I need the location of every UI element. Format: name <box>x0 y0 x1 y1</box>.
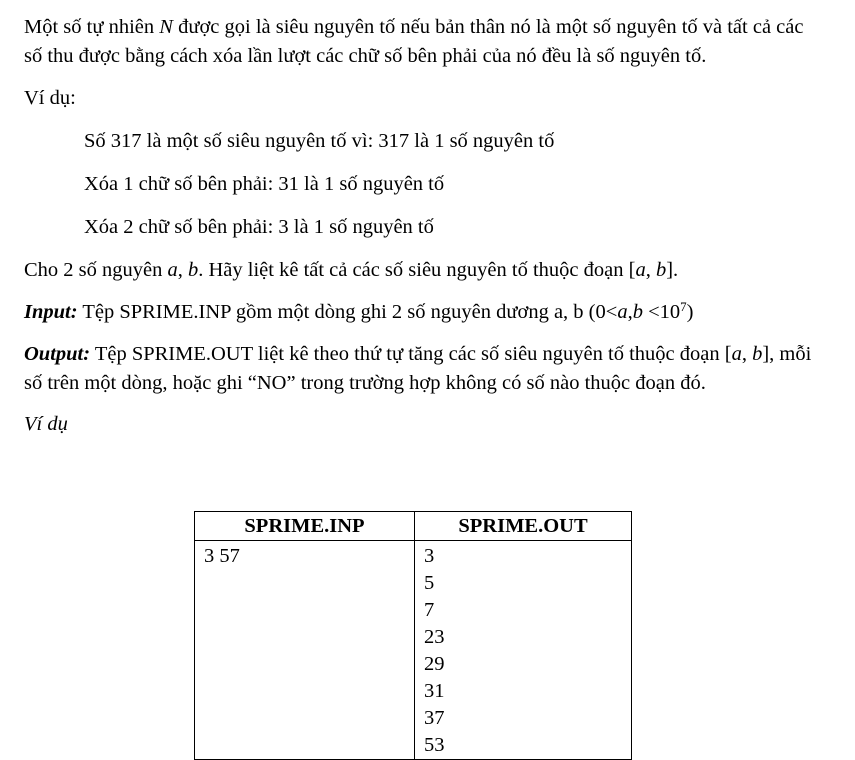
output-paragraph <box>24 340 814 398</box>
example-label-2: Ví dụ <box>24 413 68 435</box>
example-label: Ví dụ: <box>24 87 76 109</box>
output-text-2: ], mỗi số trên một dòng, hoặc ghi “NO” trong trường hợp không có số nào thuộc đoạn đó. <box>24 343 812 394</box>
variable-n: N <box>159 16 173 38</box>
example-line-2: Xóa 1 chữ số bên phải: 31 là 1 số nguyên tố <box>84 173 445 195</box>
output-var-b: b <box>752 343 763 365</box>
output-cell <box>415 541 632 760</box>
example-line-1: Số 317 là một số siêu nguyên tố vì: 317 là 1 số nguyên tố <box>84 130 555 152</box>
output-text-1: Tệp SPRIME.OUT liệt kê theo thứ tự tăng các số siêu nguyên tố thuộc đoạn [ <box>90 343 732 365</box>
input-var-a: a <box>617 301 628 323</box>
input-comma: , <box>627 301 633 323</box>
output-label: Output: <box>24 343 91 365</box>
intro-paragraph <box>24 13 814 71</box>
table-row <box>195 541 632 760</box>
task-comma-2: , <box>645 259 656 281</box>
output-value-6: 31 <box>424 680 445 702</box>
variable-b: b <box>188 259 199 281</box>
table-header-input: SPRIME.INP <box>195 512 415 541</box>
variable-a-range: a <box>635 259 646 281</box>
output-value-2: 5 <box>424 572 435 594</box>
variable-b-range: b <box>655 259 667 281</box>
variable-a: a <box>167 259 178 281</box>
output-comma: , <box>741 343 753 365</box>
output-value-5: 29 <box>424 653 445 675</box>
task-text-2: . Hãy liệt kê tất cả các số siêu nguyên tố thuộc đoạn [ <box>198 259 636 281</box>
input-exponent: 7 <box>680 299 687 314</box>
input-paragraph <box>24 298 814 327</box>
intro-text-2: được gọi là siêu nguyên tố nếu bản thân nó là một số nguyên tố và tất cả các số thu được bằng cách xóa lần lượt các chữ số bên phải của nó đều là số nguyên tố. <box>24 16 804 67</box>
output-value-7: 37 <box>424 707 445 729</box>
output-value-1: 3 <box>424 545 435 567</box>
output-value-4: 23 <box>424 626 445 648</box>
output-value-8: 53 <box>424 734 445 756</box>
intro-text-1: Một số tự nhiên <box>24 16 160 38</box>
table-header-output: SPRIME.OUT <box>415 512 632 541</box>
output-list <box>415 541 631 759</box>
table-header-row <box>195 512 632 541</box>
task-text-1: Cho 2 số nguyên <box>24 259 168 281</box>
input-text-3: ) <box>686 301 694 323</box>
input-label: Input: <box>24 301 78 323</box>
input-value: 3 57 <box>204 545 240 567</box>
output-var-a: a <box>731 343 742 365</box>
input-text-2: <10 <box>642 301 681 323</box>
input-text-1: Tệp SPRIME.INP gồm một dòng ghi 2 số nguyên dương a, b (0< <box>77 301 618 323</box>
input-var-b: b <box>632 301 643 323</box>
output-value-3: 7 <box>424 599 435 621</box>
input-cell <box>195 541 415 760</box>
io-example-table <box>194 511 632 760</box>
example-line-3: Xóa 2 chữ số bên phải: 3 là 1 số nguyên tố <box>84 216 434 238</box>
task-paragraph <box>24 256 814 285</box>
problem-statement <box>24 13 814 450</box>
task-comma: , <box>177 259 188 281</box>
task-text-3: ]. <box>666 259 679 281</box>
